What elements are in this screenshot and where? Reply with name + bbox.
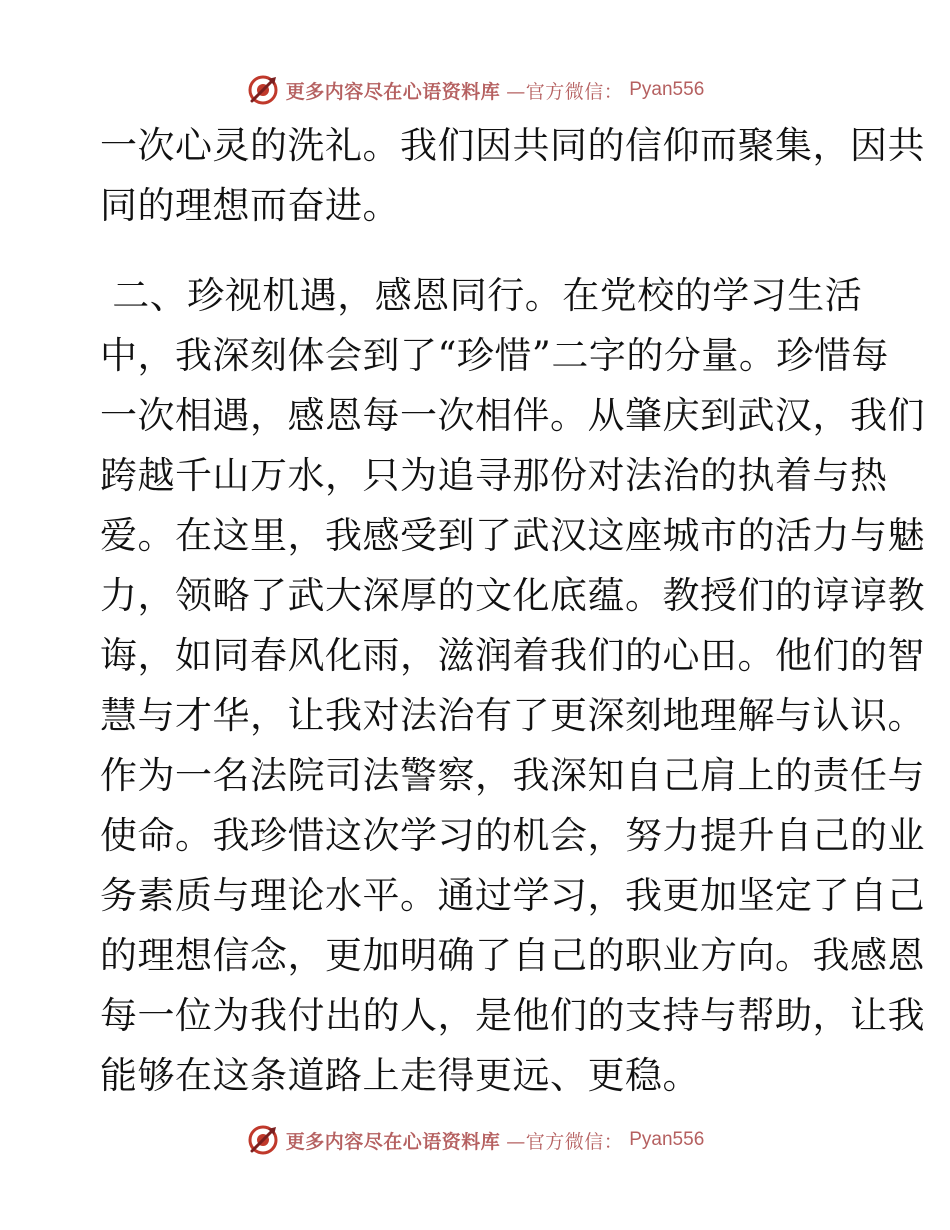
text-line: 同的理想而奋进。 [100,184,400,227]
footer-banner-label: —官方微信： [506,1130,624,1153]
logo-icon [246,73,280,107]
footer-banner-title: 更多内容尽在心语资料库 [285,1130,501,1153]
logo-icon [246,1123,280,1157]
text-line: 每一位为我付出的人，是他们的支持与帮助，让我 [100,994,925,1037]
text-line: 跨越千山万水，只为追寻那份对法治的执着与热 [100,454,888,497]
text-line: 能够在这条道路上走得更远、更稳。 [100,1054,700,1097]
paragraph-2 [100,266,925,1106]
text-line: 力，领略了武大深厚的文化底蕴。教授们的谆谆教 [100,574,925,617]
text-line: 使命。我珍惜这次学习的机会，努力提升自己的业 [100,814,925,857]
text-line: 二、珍视机遇，感恩同行。在党校的学习生活 [100,274,863,317]
text-line: 务素质与理论水平。通过学习，我更加坚定了自己 [100,874,925,917]
text-line: 诲，如同春风化雨，滋润着我们的心田。他们的智 [100,634,925,677]
header-banner-wechat-id: Pyan556 [629,79,705,100]
header-banner [0,70,950,110]
text-line: 的理想信念，更加明确了自己的职业方向。我感恩 [100,934,925,977]
text-line: 中，我深刻体会到了“珍惜”二字的分量。珍惜每 [100,334,889,377]
document-body [100,116,925,1106]
text-line: 慧与才华，让我对法治有了更深刻地理解与认识。 [100,694,925,737]
paragraph-1 [100,116,925,236]
paragraph-spacer [100,236,860,266]
text-line: 作为一名法院司法警察，我深知自己肩上的责任与 [100,754,925,797]
text-line: 爱。在这里，我感受到了武汉这座城市的活力与魅 [100,514,925,557]
text-line: 一次相遇，感恩每一次相伴。从肇庆到武汉，我们 [100,394,925,437]
header-banner-title: 更多内容尽在心语资料库 [285,80,501,103]
footer-banner [0,1120,950,1160]
header-banner-label: —官方微信： [506,80,624,103]
footer-banner-wechat-id: Pyan556 [629,1129,705,1150]
text-line: 一次心灵的洗礼。我们因共同的信仰而聚集，因共 [100,124,925,167]
